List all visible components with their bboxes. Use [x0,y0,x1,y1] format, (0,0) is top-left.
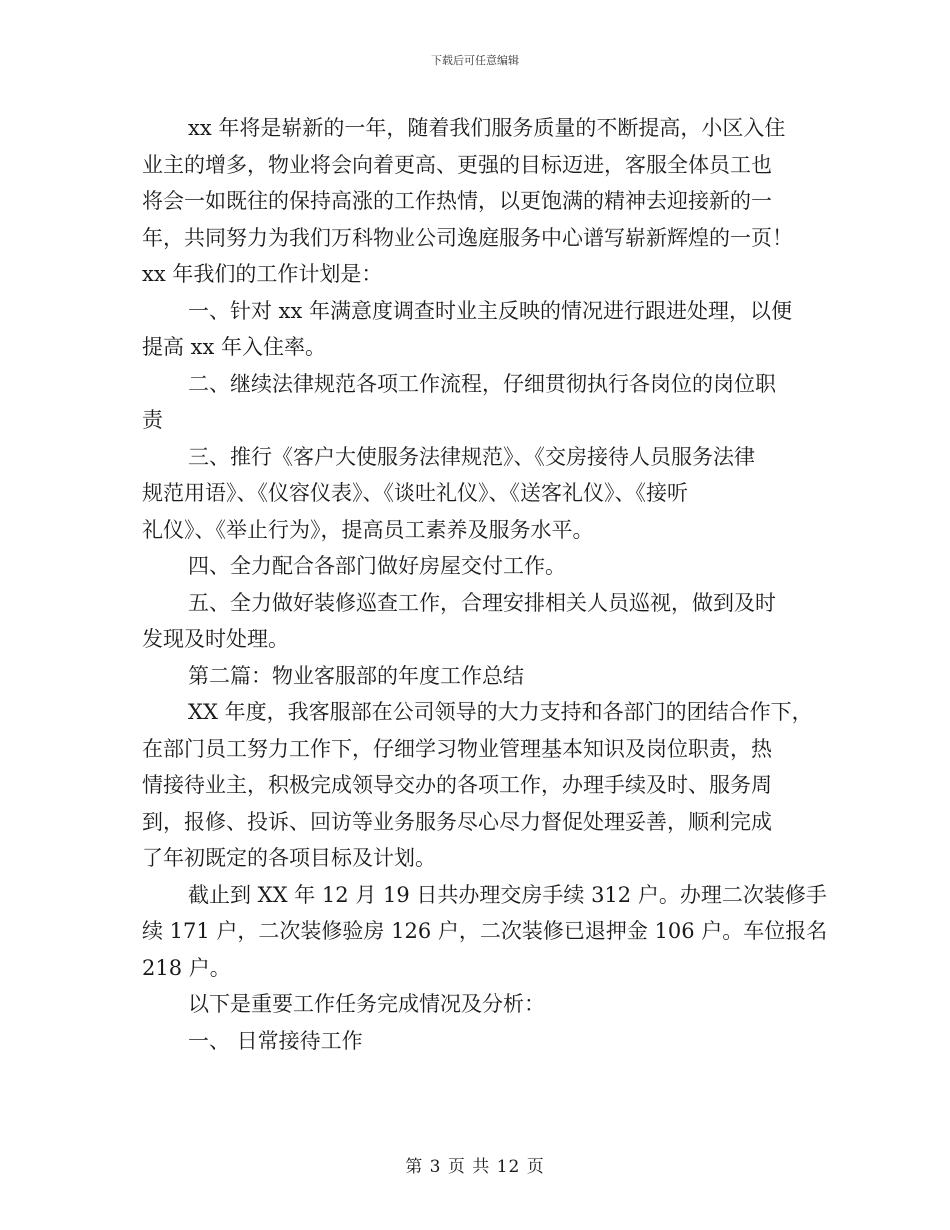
paragraph-line: 规范用语》、《仪容仪表》、《谈吐礼仪》、《送客礼仪》、《接听 [142,481,688,505]
paragraph-line: XX 年度，我客服部在公司领导的大力支持和各部门的团结合作下， [188,700,813,724]
paragraph-line: 以下是重要工作任务完成情况及分析： [188,992,545,1016]
paragraph-line: 一、 日常接待工作 [188,1028,363,1053]
paragraph-line: 截止到 XX 年 12 月 19 日共办理交房手续 312 户。办理二次装修手 [188,882,827,907]
paragraph-line: 五、全力做好装修巡查工作，合理安排相关人员巡视，做到及时 [188,590,776,615]
document-body [142,110,828,1059]
paragraph-line: 第二篇：物业客服部的年度工作总结 [188,663,524,688]
paragraph-line: 二、继续法律规范各项工作流程，仔细贯彻执行各岗位的岗位职 [188,371,776,396]
page-footer: 第 3 页 共 12 页 [405,1157,545,1177]
paragraph-line: 提高 xx 年入住率。 [142,335,327,359]
paragraph-line: 情接待业主，积极完成领导交办的各项工作，办理手续及时、服务周 [142,773,772,797]
paragraph-line: 年，共同努力为我们万科物业公司逸庭服务中心谱写崭新辉煌的一页！ [142,225,793,250]
page-header: 下载后可任意编辑 [431,54,519,67]
paragraph-line: 218 户。 [142,955,231,980]
paragraph-line: 一、针对 xx 年满意度调查时业主反映的情况进行跟进处理，以便 [188,298,793,323]
paragraph-line: 续 171 户，二次装修验房 126 户，二次装修已退押金 106 户。车位报名 [142,919,828,943]
paragraph-line: 业主的增多，物业将会向着更高、更强的目标迈进，客服全体员工也 [142,152,772,177]
paragraph-line: 将会一如既往的保持高涨的工作热情，以更饱满的精神去迎接新的一 [142,189,772,213]
paragraph-line: 了年初既定的各项目标及计划。 [142,846,436,870]
paragraph-line: 发现及时处理。 [142,627,289,651]
paragraph-line: 四、全力配合各部门做好房屋交付工作。 [188,554,566,578]
paragraph-line: 三、推行《客户大使服务法律规范》、《交房接待人员服务法律 [188,444,755,469]
paragraph-line: 礼仪》、《举止行为》，提高员工素养及服务水平。 [142,517,594,542]
paragraph-line: 到，报修、投诉、回访等业务服务尽心尽力督促处理妥善，顺利完成 [142,809,772,834]
paragraph-line: 责 [142,408,163,432]
paragraph-line: 在部门员工努力工作下，仔细学习物业管理基本知识及岗位职责，热 [142,736,772,761]
paragraph-line: xx 年我们的工作计划是： [142,262,383,286]
paragraph-line: xx 年将是崭新的一年，随着我们服务质量的不断提高，小区入住 [188,116,786,140]
